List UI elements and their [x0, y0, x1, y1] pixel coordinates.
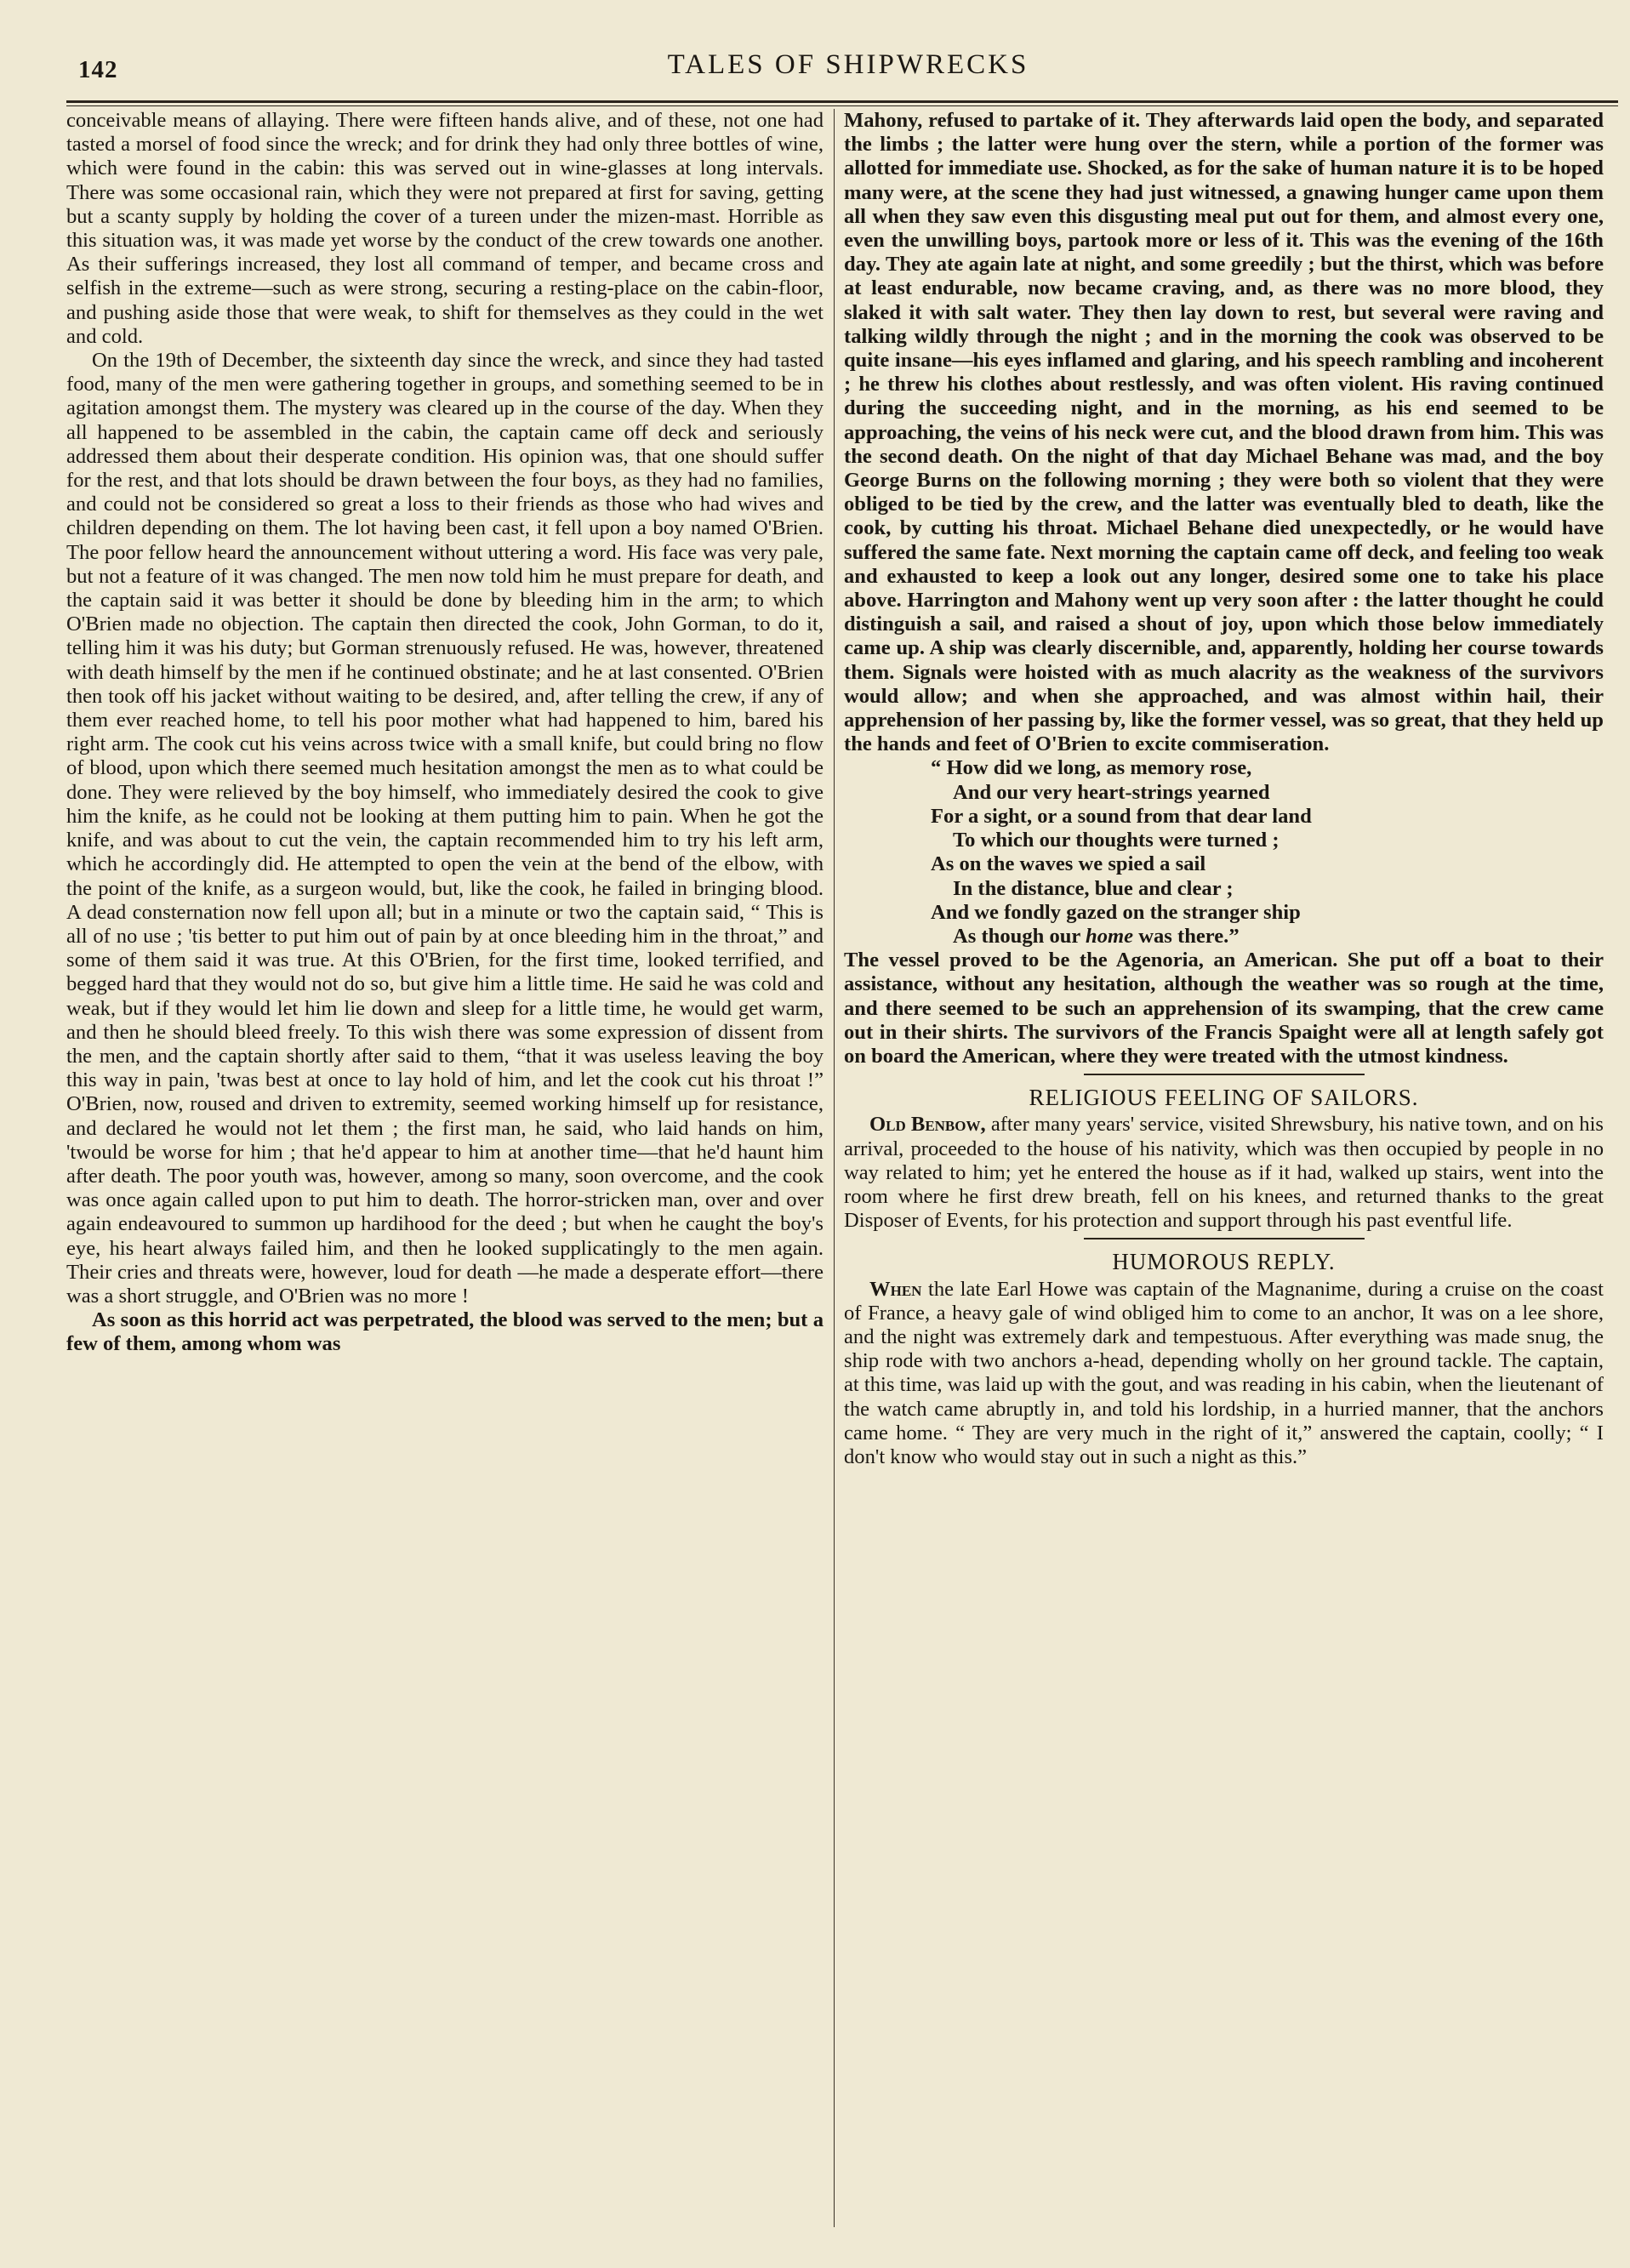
- section-humorous-reply: [844, 1278, 1604, 1470]
- poem: [844, 756, 1604, 949]
- section-2-lead: When: [869, 1277, 922, 1301]
- poem-line-last: [844, 925, 1604, 949]
- column-divider: [834, 109, 835, 2227]
- poem-last-after: was there.”: [1133, 924, 1240, 948]
- right-paragraph-1: Mahony, refused to partake of it. They afterwards laid open the body, and separated the limbs ; the latter were hung over the stern, while a portion of the former was allotted for immediate use. Shocked, as for the sake of human nature it is to be hoped many were, at the scene they had just witnessed, a gnawing hunger came upon them all when they saw even this disgusting meal put out for them, and almost every one, even the unwilling boys, partook more or less of it. This was the evening of the 16th day. They ate again late at night, and some greedily ; but the thirst, which was before at least endurable, now became craving, and, as there was no more blood, they slaked it with salt water. They then lay down to rest, but several were raving and talking wildly through the night ; and in the morning the cook was observed to be quite insane—his eyes inflamed and glaring, and his speech rambling and incoherent ; he threw his clothes about restlessly, and was often violent. His raving continued during the succeeding night, and in the morning, as his end seemed to be approaching, the veins of his neck were cut, and the blood drawn from him. This was the second death. On the night of that day Michael Behane was mad, and the boy George Burns on the following morning ; they were both so violent that they were obliged to be tied by the crew, and the latter was eventually bled to death, like the cook, by cutting his throat. Michael Behane died unexpectedly, or he would have suffered the same fate. Next morning the captain came off deck, and feeling too weak and exhausted to keep a look out any longer, desired some one to take his place above. Harrington and Mahony went up very soon after : the latter thought he could distinguish a sail, and raised a shout of joy, upon which those below immediately came up. A ship was clearly discernible, and, apparently, holding her course towards them. Signals were hoisted with as much alacrity as the weakness of the survivors would allow; and when she approached, and was almost within hail, their apprehension of her passing by, like the former vessel, was so great, that they held up the hands and feet of O'Brien to excite commiseration.: [844, 109, 1604, 756]
- poem-last-before: As though our: [953, 924, 1086, 948]
- poem-line: As on the waves we spied a sail: [931, 852, 1206, 876]
- left-column: [66, 109, 824, 1357]
- poem-line: For a sight, or a sound from that dear land: [931, 804, 1312, 828]
- right-column: [844, 109, 1604, 1469]
- left-paragraph-3: As soon as this horrid act was perpetrated, the blood was served to the men; but a few of them, among whom was: [66, 1308, 824, 1356]
- poem-line: In the distance, blue and clear ;: [953, 876, 1234, 900]
- heading-humorous-reply: HUMOROUS REPLY.: [1112, 1249, 1336, 1275]
- poem-line: And we fondly gazed on the stranger ship: [931, 900, 1301, 924]
- section-rule: [1084, 1074, 1365, 1075]
- section-1-text: after many years' service, visited Shrewsbury, his native town, and on his arrival, proceeded to the house of his nativity, which was then occupied by people in no way related to him; yet he entered the house as if it had, walked up stairs, went into the room where he first drew breath, fell on his knees, and returned thanks to the great Disposer of Events, for his protection and support through his past eventful life.: [844, 1113, 1604, 1233]
- left-paragraph-2: On the 19th of December, the sixteenth day since the wreck, and since they had tasted food, many of the men were gathering together in groups, and something seemed to be in agitation amongst them. The mystery was cleared up in the course of the day. When they all happened to be assembled in the cabin, the captain came off deck and seriously addressed them about their desperate condition. His opinion was, that one should suffer for the rest, and that lots should be drawn between the four boys, as they had no families, and could not be considered so great a loss to their friends as those who had wives and children depending on them. The lot having been cast, it fell upon a boy named O'Brien. The poor fellow heard the announcement without uttering a word. His face was very pale, but not a feature of it was changed. The men now told him he must prepare for death, and the captain said it was better it should be done by bleeding him in the arm; to which O'Brien made no objection. The captain then directed the cook, John Gorman, to do it, telling him it was his duty; but Gorman strenuously refused. He was, however, threatened with death himself by the men if he continued obstinate; and he at last consented. O'Brien then took off his jacket without waiting to be desired, and, after telling the crew, if any of them ever reached home, to tell his poor mother what had happened to him, bared his right arm. The cook cut his veins across twice with a small knife, but could bring no flow of blood, upon which there seemed much hesitation amongst the men as to what could be done. They were relieved by the boy himself, who immediately desired the cook to give him the knife, as he could not be looking at them putting him to pain. When he got the knife, and was about to cut the vein, the captain recommended him to try his left arm, which he accordingly did. He attempted to open the vein at the bend of the elbow, with the point of the knife, as a surgeon would, but, like the cook, he failed in bringing blood. A dead consternation now fell upon all; but in a minute or two the captain said, “ This is all of no use ; 'tis better to put him out of pain by at once bleeding him in the throat,” and some of them said it was true. At this O'Brien, for the first time, looked terrified, and begged hard that they would not do so, but give him a little time. He said he was cold and weak, but if they would let him lie down and sleep for a little time, he would get warm, and then he should bleed freely. To this wish there was some expression of dissent from the men, and the captain shortly after said to them, “that it was useless leaving the boy this way in pain, 'twas best at once to lay hold of him, and let the cook cut his throat !” O'Brien, now, roused and driven to extremity, seemed working himself up for resistance, and declared he would not let them ; the first man, he said, who laid hands on him, 'twould be worse for him ; that he'd appear to him at another time—that he'd haunt him after death. The poor youth was, however, among so many, soon overcome, and the cook was once again called upon to put him to death. The horror-stricken man, over and over again endeavoured to summon up hardihood for the deed ; but when he caught the boy's eye, his heart always failed him, and then he looked supplicatingly to the men again. Their cries and threats were, however, loud for death —he made a desperate effort—there was a short struggle, and O'Brien was no more !: [66, 349, 824, 1308]
- poem-line: To which our thoughts were turned ;: [953, 829, 1279, 852]
- header-rule: [66, 100, 1618, 106]
- page-number: 142: [78, 56, 118, 83]
- heading-religious-feeling: RELIGIOUS FEELING OF SAILORS.: [1029, 1085, 1419, 1111]
- running-title: TALES OF SHIPWRECKS: [667, 49, 1029, 80]
- section-2-text: the late Earl Howe was captain of the Magnanime, during a cruise on the coast of France, a heavy gale of wind obliged him to come to an anchor, It was on a lee shore, and the night was extremely dark and tempestuous. After everything was made snug, the ship rode with two anchors a-head, depending wholly on her ground tackle. The captain, at this time, was laid up with the gout, and was reading in his cabin, when the lieutenant of the watch came abruptly in, and told his lordship, in a hurried manner, that the anchors came home. “ They are very much in the right of it,” answered the captain, coolly; “ I don't know who would stay out in such a night as this.”: [844, 1277, 1604, 1468]
- poem-line: “ How did we long, as memory rose,: [931, 756, 1252, 780]
- section-1-lead: Old Benbow,: [869, 1113, 986, 1137]
- poem-line: And our very heart-strings yearned: [953, 780, 1270, 804]
- poem-last-italic: home: [1086, 924, 1134, 948]
- left-paragraph-1: conceivable means of allaying. There were fifteen hands alive, and of these, not one had tasted a morsel of food since the wreck; and for drink they had only three bottles of wine, which were found in the cabin: this was served out in wine-glasses at long intervals. There was some occasional rain, which they were not prepared at first for saving, getting but a scanty supply by holding the cover of a tureen under the mizen-mast. Horrible as this situation was, it was made yet worse by the conduct of the crew towards one another. As their sufferings increased, they lost all command of temper, and became cross and selfish in the extreme—such as were strong, securing a resting-place on the cabin-floor, and pushing aside those that were weak, to shift for themselves as they could in the wet and cold.: [66, 109, 824, 348]
- page-header: [78, 44, 1618, 87]
- section-rule: [1084, 1238, 1365, 1239]
- section-religious-feeling: [844, 1113, 1604, 1233]
- right-paragraph-2: The vessel proved to be the Agenoria, an American. She put off a boat to their assistance, without any hesitation, although the weather was so rough at the time, and there seemed to be such an apprehension of its swamping, that the crew came out in their shirts. The survivors of the Francis Spaight were all at length safely got on board the American, where they were treated with the utmost kindness.: [844, 949, 1604, 1068]
